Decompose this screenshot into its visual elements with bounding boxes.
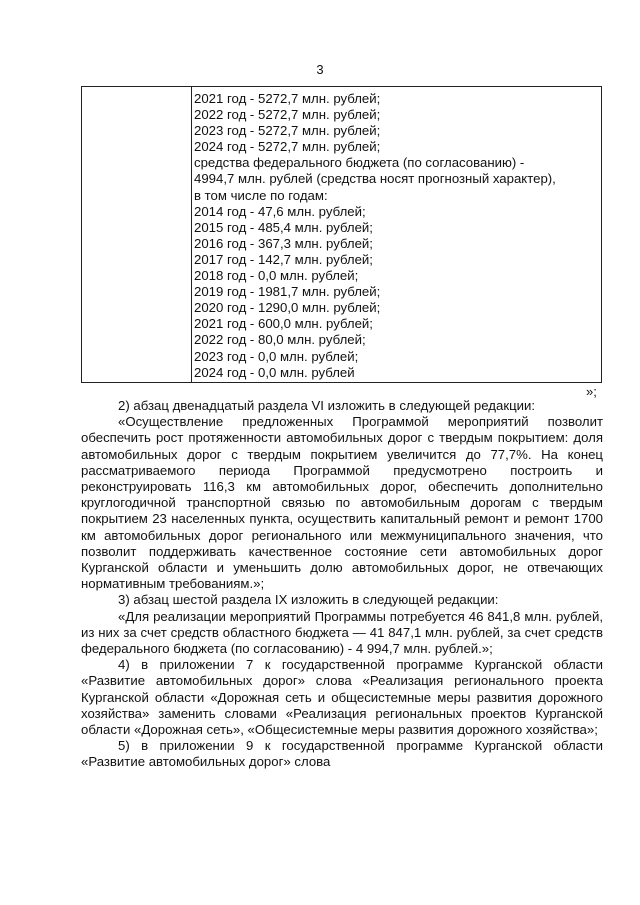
- table-line: 2024 год - 5272,7 млн. рублей;: [194, 139, 381, 155]
- table-line: в том числе по годам:: [194, 187, 328, 203]
- table-line: 4994,7 млн. рублей (средства носят прогнозный характер),: [194, 171, 556, 187]
- body-text: [81, 398, 603, 771]
- table-line: 2022 год - 80,0 млн. рублей;: [194, 332, 366, 348]
- table-line: 2017 год - 142,7 млн. рублей;: [194, 251, 373, 267]
- paragraph-section-6-text: «Осуществление предложенных Программой мероприятий позволит обеспечить рост протяженности автомобильных дорог с твердым покрытием: доля автомобильных дорог с твердым покрытием увеличится до 77,7%. На конец рассматриваемого периода Программой предусмотрено построить и реконструировать 116,3 км автомобильных дорог, обеспечить дополнительно круглогодичной транспортной связью по автомобильным дорогам с твердым покрытием 23 населенных пункта, осуществить капитальный ремонт и ремонт 1700 км автомобильных дорог регионального или межмуниципального значения, что позволит поддерживать качественное состояние сети автомобильных дорог Курганской области и уменьшить долю автомобильных дорог, не отвечающих нормативным требованиям.»;: [81, 414, 603, 592]
- table-line: 2023 год - 5272,7 млн. рублей;: [194, 123, 381, 139]
- table-line: 2022 год - 5272,7 млн. рублей;: [194, 107, 381, 123]
- table-line: 2024 год - 0,0 млн. рублей: [194, 364, 355, 380]
- paragraph-item-4: 4) в приложении 7 к государственной программе Курганской области «Развитие автомобильных дорог» слова «Реализация регионального проекта Курганской области «Дорожная сеть и общесистемные меры развития дорожного хозяйства» заменить словами «Реализация региональных проектов Курганской области «Дорожная сеть», «Общесистемные меры развития дорожного хозяйства»;: [81, 657, 603, 738]
- table-line: 2023 год - 0,0 млн. рублей;: [194, 348, 359, 364]
- paragraph-item-2: 2) абзац двенадцатый раздела VI изложить в следующей редакции:: [118, 398, 536, 413]
- funding-table: [81, 86, 602, 383]
- table-line: средства федерального бюджета (по согласованию) -: [194, 155, 525, 171]
- table-line: 2021 год - 5272,7 млн. рублей;: [194, 91, 381, 106]
- table-line: 2021 год - 600,0 млн. рублей;: [194, 316, 373, 332]
- paragraph-item-5: 5) в приложении 9 к государственной программе Курганской области «Развитие автомобильных дорог» слова: [81, 738, 603, 770]
- page-number: 3: [316, 62, 324, 77]
- table-line: 2015 год - 485,4 млн. рублей;: [194, 219, 373, 235]
- table-line: 2019 год - 1981,7 млн. рублей;: [194, 284, 381, 300]
- table-line: 2016 год - 367,3 млн. рублей;: [194, 235, 373, 251]
- table-left-cell: [82, 87, 192, 382]
- table-line: 2020 год - 1290,0 млн. рублей;: [194, 300, 381, 316]
- closing-quote: »;: [586, 384, 597, 399]
- table-right-cell: [192, 87, 601, 382]
- table-line: 2018 год - 0,0 млн. рублей;: [194, 268, 359, 284]
- paragraph-item-3: 3) абзац шестой раздела IX изложить в следующей редакции:: [118, 592, 499, 608]
- paragraph-section-9-text: «Для реализации мероприятий Программы потребуется 46 841,8 млн. рублей, из них за счет средств областного бюджета — 41 847,1 млн. рублей, за счет средств федерального бюджета (по согласованию) - 4 994,7 млн. рублей.»;: [81, 608, 603, 657]
- table-line: 2014 год - 47,6 млн. рублей;: [194, 203, 366, 219]
